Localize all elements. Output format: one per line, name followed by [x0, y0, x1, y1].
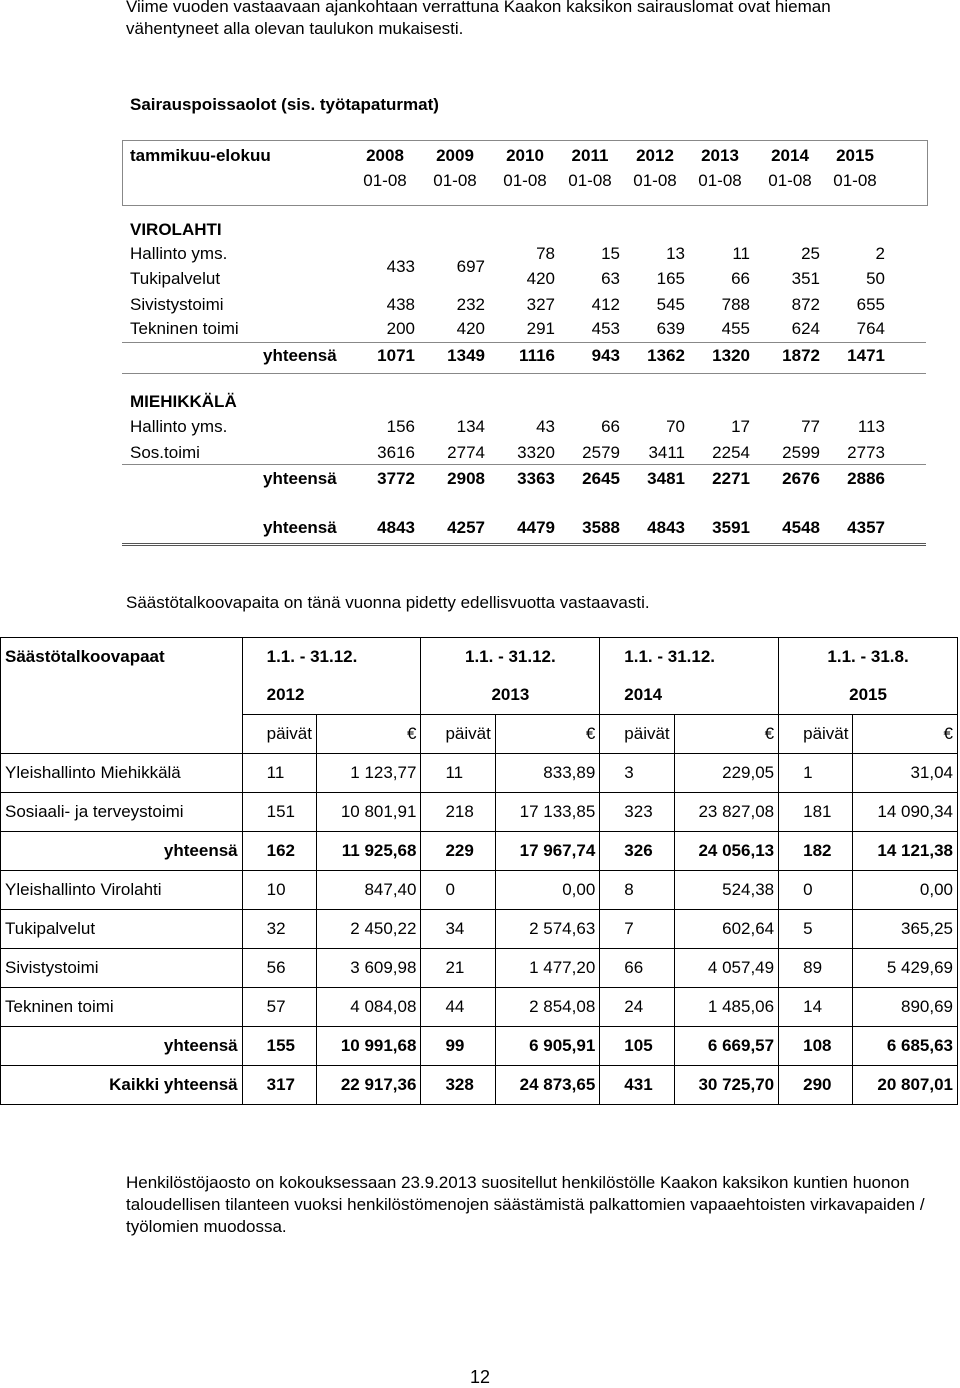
period-header: 01-08 [568, 171, 612, 190]
sick-leave-table [0, 0, 960, 560]
euro-cell: 30 725,70 [674, 1066, 778, 1105]
days-cell: 32 [242, 910, 316, 949]
table-row [1, 910, 958, 949]
days-cell: 105 [600, 1027, 674, 1066]
period-header: 01-08 [433, 171, 477, 190]
sick-leave-title: Sairauspoissaolot (sis. työtapaturmat) [130, 95, 439, 114]
row-label: yhteensä [1, 1027, 243, 1066]
euro-cell: 6 905,91 [495, 1027, 599, 1066]
year-header: 2015 [836, 146, 874, 165]
table-row [1, 832, 958, 871]
cell: 11 [732, 244, 750, 263]
euro-cell: 6 669,57 [674, 1027, 778, 1066]
period-label: tammikuu-elokuu [130, 146, 271, 165]
days-cell: 290 [779, 1066, 853, 1105]
days-cell: 14 [779, 988, 853, 1027]
cell: 2886 [847, 469, 885, 488]
euro-cell: 847,40 [317, 871, 421, 910]
cell: 4843 [377, 518, 415, 537]
cell: 1471 [847, 346, 885, 365]
euro-cell: 3 609,98 [317, 949, 421, 988]
cell: 639 [656, 319, 685, 338]
row-label: Tukipalvelut [1, 910, 243, 949]
euro-cell: 6 685,63 [853, 1027, 958, 1066]
days-cell: 11 [242, 754, 316, 793]
days-cell: 317 [242, 1066, 316, 1105]
virolahti-total-box [122, 342, 926, 374]
cell: 545 [656, 295, 685, 314]
days-cell: 57 [242, 988, 316, 1027]
euro-cell: 833,89 [495, 754, 599, 793]
euro-cell: 31,04 [853, 754, 958, 793]
year-header: 2012 [636, 146, 674, 165]
table-row [1, 793, 958, 832]
days-cell: 326 [600, 832, 674, 871]
cell: 2599 [782, 443, 820, 462]
cell: 327 [526, 295, 555, 314]
row-label: yhteensä [263, 346, 337, 365]
cell: 50 [866, 269, 885, 288]
euro-cell: 890,69 [853, 988, 958, 1027]
days-header: päivät [421, 715, 495, 754]
euro-cell: 2 854,08 [495, 988, 599, 1027]
row-label: Sosiaali- ja terveystoimi [1, 793, 243, 832]
euro-header: € [853, 715, 958, 754]
euro-header: € [674, 715, 778, 754]
row-label: yhteensä [263, 469, 337, 488]
euro-cell: 22 917,36 [317, 1066, 421, 1105]
range-2012: 1.1. - 31.12. [242, 638, 421, 677]
euro-cell: 1 477,20 [495, 949, 599, 988]
euro-cell: 1 485,06 [674, 988, 778, 1027]
row-label: Tekninen toimi [1, 988, 243, 1027]
days-cell: 24 [600, 988, 674, 1027]
intro-paragraph: Viime vuoden vastaavaan ajankohtaan verrattuna Kaakon kaksikon sairauslomat ovat hieman vähentyneet alla olevan taulukon mukaisesti. [126, 0, 831, 38]
cell: 4548 [782, 518, 820, 537]
range-2013: 1.1. - 31.12. [421, 638, 600, 677]
days-cell: 8 [600, 871, 674, 910]
days-cell: 34 [421, 910, 495, 949]
days-cell: 66 [600, 949, 674, 988]
cell: 3481 [647, 469, 685, 488]
cell: 15 [601, 244, 620, 263]
days-header: päivät [600, 715, 674, 754]
cell: 63 [601, 269, 620, 288]
days-cell: 5 [779, 910, 853, 949]
cell: 4357 [847, 518, 885, 537]
period-header: 01-08 [833, 171, 877, 190]
savings-table [0, 637, 958, 1105]
closing-note: Henkilöstöjaosto on kokouksessaan 23.9.2013 suositellut henkilöstölle Kaakon kaksikon kuntien huonon taloudellisen tilanteen vuoksi henkilöstömenojen säästämistä palkattomien vapaaehtoisten virkavapaiden / työlomien muodossa. [126, 1173, 925, 1236]
days-cell: 182 [779, 832, 853, 871]
euro-cell: 0,00 [853, 871, 958, 910]
euro-cell: 17 967,74 [495, 832, 599, 871]
cell: 655 [856, 295, 885, 314]
euro-cell: 229,05 [674, 754, 778, 793]
cell: 291 [526, 319, 555, 338]
euro-cell: 17 133,85 [495, 793, 599, 832]
table-row [1, 1066, 958, 1105]
row-label: Hallinto yms. [130, 417, 228, 436]
days-cell: 10 [242, 871, 316, 910]
savings-title: Säästötalkoovapaat [1, 638, 243, 677]
euro-cell: 5 429,69 [853, 949, 958, 988]
cell: 1872 [782, 346, 820, 365]
range-2014: 1.1. - 31.12. [600, 638, 779, 677]
cell: 872 [791, 295, 820, 314]
row-label: Kaikki yhteensä [1, 1066, 243, 1105]
table-row [1, 1027, 958, 1066]
section-virolahti: VIROLAHTI [130, 220, 222, 239]
cell: 438 [386, 295, 415, 314]
cell: 4843 [647, 518, 685, 537]
period-header: 01-08 [768, 171, 812, 190]
days-cell: 0 [421, 871, 495, 910]
cell: 3772 [377, 469, 415, 488]
euro-cell: 10 801,91 [317, 793, 421, 832]
table-row [1, 871, 958, 910]
cell: 77 [801, 417, 820, 436]
cell: 1362 [647, 346, 685, 365]
days-cell: 7 [600, 910, 674, 949]
cell: 3320 [517, 443, 555, 462]
cell: 17 [731, 417, 750, 436]
row-label: Yleishallinto Virolahti [1, 871, 243, 910]
cell: 2254 [712, 443, 750, 462]
cell: 1320 [712, 346, 750, 365]
cell: 624 [791, 319, 820, 338]
cell: 764 [856, 319, 885, 338]
year-header: 2009 [436, 146, 474, 165]
cell: 351 [791, 269, 820, 288]
days-cell: 89 [779, 949, 853, 988]
euro-cell: 11 925,68 [317, 832, 421, 871]
year-header: 2010 [506, 146, 544, 165]
euro-cell: 2 574,63 [495, 910, 599, 949]
cell: 156 [386, 417, 415, 436]
days-cell: 181 [779, 793, 853, 832]
table-row [1, 988, 958, 1027]
days-cell: 155 [242, 1027, 316, 1066]
euro-cell: 24 873,65 [495, 1066, 599, 1105]
cell: 70 [666, 417, 685, 436]
euro-cell: 4 057,49 [674, 949, 778, 988]
cell: 66 [731, 269, 750, 288]
year-2013: 2013 [421, 676, 600, 715]
euro-cell: 24 056,13 [674, 832, 778, 871]
cell: 3588 [582, 518, 620, 537]
row-label: yhteensä [263, 518, 337, 537]
cell: 2676 [782, 469, 820, 488]
row-label: Sivistystoimi [1, 949, 243, 988]
cell: 420 [526, 269, 555, 288]
cell: 2579 [582, 443, 620, 462]
row-label: Sivistystoimi [130, 295, 224, 314]
cell: 3411 [648, 443, 685, 462]
days-cell: 229 [421, 832, 495, 871]
days-header: päivät [779, 715, 853, 754]
row-label: yhteensä [1, 832, 243, 871]
year-2012: 2012 [242, 676, 421, 715]
range-2015: 1.1. - 31.8. [779, 638, 958, 677]
days-cell: 0 [779, 871, 853, 910]
euro-cell: 14 121,38 [853, 832, 958, 871]
days-cell: 44 [421, 988, 495, 1027]
days-cell: 218 [421, 793, 495, 832]
table-row [1, 949, 958, 988]
euro-cell: 4 084,08 [317, 988, 421, 1027]
year-header: 2014 [771, 146, 809, 165]
row-label: Yleishallinto Miehikkälä [1, 754, 243, 793]
cell: 2 [875, 244, 885, 263]
cell: 453 [591, 319, 620, 338]
year-header: 2013 [701, 146, 739, 165]
cell: 420 [456, 319, 485, 338]
euro-cell: 10 991,68 [317, 1027, 421, 1066]
cell: 2773 [847, 443, 885, 462]
year-2015: 2015 [779, 676, 958, 715]
cell: 43 [536, 417, 555, 436]
merged-cell: 697 [456, 257, 485, 276]
days-cell: 162 [242, 832, 316, 871]
row-label: Tukipalvelut [130, 269, 221, 288]
period-header: 01-08 [503, 171, 547, 190]
euro-cell: 1 123,77 [317, 754, 421, 793]
section-miehikkala: MIEHIKKÄLÄ [130, 392, 237, 411]
cell: 455 [721, 319, 750, 338]
merged-cell: 433 [386, 257, 415, 276]
cell: 113 [857, 417, 885, 436]
euro-cell: 365,25 [853, 910, 958, 949]
cell: 2271 [712, 469, 750, 488]
period-header: 01-08 [698, 171, 742, 190]
period-header: 01-08 [633, 171, 677, 190]
euro-cell: 602,64 [674, 910, 778, 949]
cell: 3616 [377, 443, 415, 462]
days-cell: 431 [600, 1066, 674, 1105]
cell: 2908 [447, 469, 485, 488]
euro-cell: 20 807,01 [853, 1066, 958, 1105]
days-cell: 1 [779, 754, 853, 793]
days-header: päivät [242, 715, 316, 754]
euro-cell: 23 827,08 [674, 793, 778, 832]
euro-header: € [317, 715, 421, 754]
cell: 25 [801, 244, 820, 263]
days-cell: 56 [242, 949, 316, 988]
cell: 78 [536, 244, 555, 263]
cell: 788 [721, 295, 750, 314]
cell: 4479 [517, 518, 555, 537]
cell: 3363 [517, 469, 555, 488]
days-cell: 21 [421, 949, 495, 988]
table-row [1, 754, 958, 793]
cell: 1116 [519, 346, 555, 365]
days-cell: 3 [600, 754, 674, 793]
cell: 165 [656, 269, 685, 288]
days-cell: 99 [421, 1027, 495, 1066]
euro-cell: 2 450,22 [317, 910, 421, 949]
cell: 2774 [447, 443, 485, 462]
euro-cell: 0,00 [495, 871, 599, 910]
cell: 3591 [712, 518, 750, 537]
cell: 232 [456, 295, 485, 314]
euro-cell: 14 090,34 [853, 793, 958, 832]
page-number: 12 [469, 1367, 491, 1387]
days-cell: 323 [600, 793, 674, 832]
euro-header: € [495, 715, 599, 754]
cell: 4257 [447, 518, 485, 537]
row-label: Sos.toimi [130, 443, 200, 462]
cell: 13 [666, 244, 685, 263]
days-cell: 11 [421, 754, 495, 793]
cell: 943 [591, 346, 620, 365]
cell: 1349 [447, 346, 485, 365]
days-cell: 151 [242, 793, 316, 832]
row-label: Hallinto yms. [130, 244, 228, 263]
year-2014: 2014 [600, 676, 779, 715]
cell: 1071 [377, 346, 415, 365]
row-label: Tekninen toimi [130, 319, 239, 338]
euro-cell: 524,38 [674, 871, 778, 910]
year-header: 2011 [571, 146, 609, 165]
period-header: 01-08 [363, 171, 407, 190]
days-cell: 108 [779, 1027, 853, 1066]
cell: 2645 [582, 469, 620, 488]
cell: 412 [591, 295, 620, 314]
cell: 66 [601, 417, 620, 436]
cell: 134 [456, 417, 485, 436]
days-cell: 328 [421, 1066, 495, 1105]
year-header: 2008 [366, 146, 404, 165]
savings-note: Säästötalkoovapaita on tänä vuonna pidetty edellisvuotta vastaavasti. [126, 593, 650, 612]
cell: 200 [386, 319, 415, 338]
